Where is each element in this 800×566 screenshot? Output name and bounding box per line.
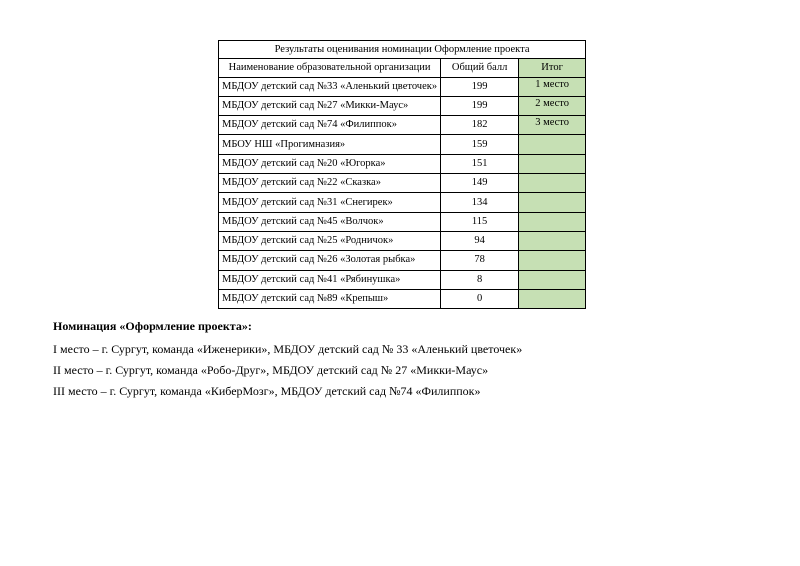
organization-cell: МБДОУ детский сад №89 «Крепыш» <box>219 289 441 308</box>
table-title: Результаты оценивания номинации Оформление проекта <box>219 41 586 59</box>
score-cell: 149 <box>441 174 519 193</box>
results-table <box>218 40 586 309</box>
header-organization: Наименование образовательной организации <box>219 59 441 77</box>
organization-cell: МБДОУ детский сад №33 «Аленький цветочек» <box>219 77 441 96</box>
result-cell <box>519 174 586 193</box>
table-header-row <box>219 59 586 77</box>
result-cell <box>519 212 586 231</box>
organization-cell: МБДОУ детский сад №20 «Югорка» <box>219 154 441 173</box>
result-cell: 2 место <box>519 96 586 115</box>
table-row <box>219 96 586 115</box>
score-cell: 134 <box>441 193 519 212</box>
table-row <box>219 135 586 154</box>
score-cell: 115 <box>441 212 519 231</box>
table-row <box>219 116 586 135</box>
result-cell <box>519 135 586 154</box>
table-row <box>219 289 586 308</box>
result-cell: 3 место <box>519 116 586 135</box>
result-cell: 1 место <box>519 77 586 96</box>
organization-cell: МБДОУ детский сад №45 «Волчок» <box>219 212 441 231</box>
organization-cell: МБДОУ детский сад №22 «Сказка» <box>219 174 441 193</box>
table-row <box>219 212 586 231</box>
nomination-heading: Номинация «Оформление проекта»: <box>53 319 252 333</box>
table-row <box>219 270 586 289</box>
score-cell: 199 <box>441 77 519 96</box>
header-score: Общий балл <box>441 59 519 77</box>
organization-cell: МБДОУ детский сад №27 «Микки-Маус» <box>219 96 441 115</box>
organization-cell: МБДОУ детский сад №26 «Золотая рыбка» <box>219 251 441 270</box>
score-cell: 151 <box>441 154 519 173</box>
result-cell <box>519 231 586 250</box>
result-cell <box>519 251 586 270</box>
score-cell: 0 <box>441 289 519 308</box>
table-row <box>219 174 586 193</box>
organization-cell: МБОУ НШ «Прогимназия» <box>219 135 441 154</box>
result-cell <box>519 154 586 173</box>
first-place-line: I место – г. Сургут, команда «Иженерики», МБДОУ детский сад № 33 «Аленький цветочек» <box>53 342 523 356</box>
score-cell: 8 <box>441 270 519 289</box>
organization-cell: МБДОУ детский сад №74 «Филиппок» <box>219 116 441 135</box>
table-row <box>219 193 586 212</box>
result-cell <box>519 270 586 289</box>
organization-cell: МБДОУ детский сад №25 «Родничок» <box>219 231 441 250</box>
second-place-line: II место – г. Сургут, команда «Робо-Друг», МБДОУ детский сад № 27 «Микки-Маус» <box>53 363 489 377</box>
result-cell <box>519 289 586 308</box>
header-result: Итог <box>519 59 586 77</box>
score-cell: 159 <box>441 135 519 154</box>
score-cell: 94 <box>441 231 519 250</box>
score-cell: 182 <box>441 116 519 135</box>
table-title-row <box>219 41 586 59</box>
organization-cell: МБДОУ детский сад №31 «Снегирек» <box>219 193 441 212</box>
score-cell: 78 <box>441 251 519 270</box>
table-row <box>219 251 586 270</box>
score-cell: 199 <box>441 96 519 115</box>
table-row <box>219 77 586 96</box>
third-place-line: III место – г. Сургут, команда «КиберМозг», МБДОУ детский сад №74 «Филиппок» <box>53 384 481 398</box>
table-row <box>219 154 586 173</box>
organization-cell: МБДОУ детский сад №41 «Рябинушка» <box>219 270 441 289</box>
result-cell <box>519 193 586 212</box>
table-row <box>219 231 586 250</box>
